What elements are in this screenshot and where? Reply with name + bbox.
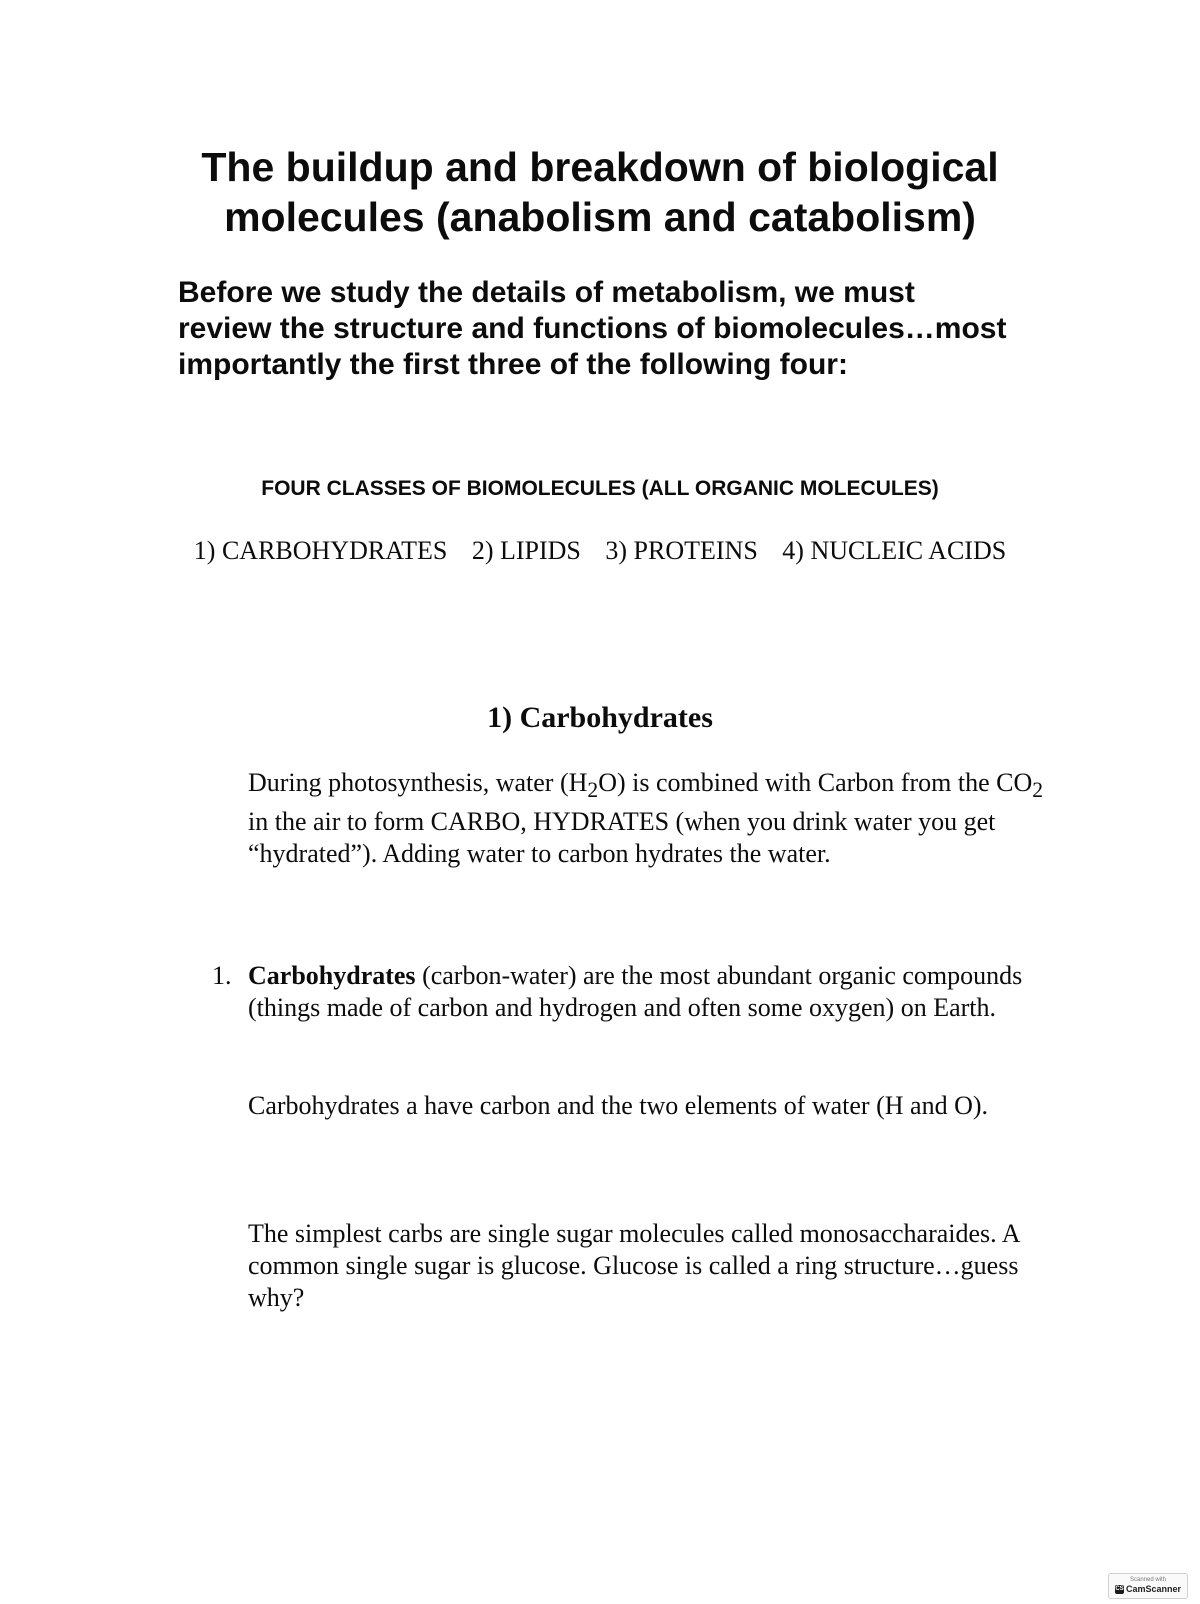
watermark-brand-name: CamScanner [1125, 1584, 1182, 1594]
list-number: 1. [212, 961, 232, 990]
h2o-subscript: 2 [587, 778, 599, 803]
photosynthesis-text-part2: O) is combined with Carbon from the CO [598, 768, 1033, 797]
class-item-carbohydrates: 1) CARBOHYDRATES [193, 536, 448, 565]
photosynthesis-text-part3: in the air to form CARBO, HYDRATES (when you drink water you get “hydrated”). Adding water to carbon hydrates the water. [248, 807, 996, 869]
page-title: The buildup and breakdown of biological molecules (anabolism and catabolism) [201, 144, 999, 240]
section-heading-carbohydrates: 1) Carbohydrates [487, 701, 713, 734]
co2-subscript: 2 [1032, 778, 1044, 803]
intro-paragraph: Before we study the details of metabolism, we must review the structure and functions of biomolecules…most importantly the first three of the following four: [178, 276, 1007, 381]
class-item-nucleic-acids: 4) NUCLEIC ACIDS [782, 536, 1007, 565]
carbohydrates-definition-text: (carbon-water) are the most abundant organic compounds (things made of carbon and hydrogen and often some oxygen) on Earth. [248, 961, 1023, 1022]
camscanner-watermark [1108, 1573, 1188, 1599]
photosynthesis-paragraph [248, 767, 1048, 870]
biomolecule-classes-list [120, 535, 1080, 567]
watermark-scanned-with: Scanned with [1129, 1577, 1167, 1583]
carbohydrates-definition-paragraph [248, 960, 1048, 1024]
class-item-lipids: 2) LIPIDS [471, 536, 581, 565]
monosaccharides-paragraph: The simplest carbs are single sugar molecules called monosaccharaides. A common single sugar is glucose. Glucose is called a ring structure…guess why? [248, 1219, 1020, 1312]
photosynthesis-text-part1: During photosynthesis, water (H [248, 768, 588, 797]
carbohydrates-term: Carbohydrates [248, 961, 416, 990]
watermark-brand [1109, 1584, 1187, 1595]
camscanner-logo-icon: CS [1115, 1586, 1124, 1593]
class-item-proteins: 3) PROTEINS [605, 536, 758, 565]
carbohydrates-elements-paragraph: Carbohydrates a have carbon and the two elements of water (H and O). [248, 1091, 988, 1120]
biomolecule-classes-heading: FOUR CLASSES OF BIOMOLECULES (ALL ORGANIC MOLECULES) [261, 477, 939, 500]
